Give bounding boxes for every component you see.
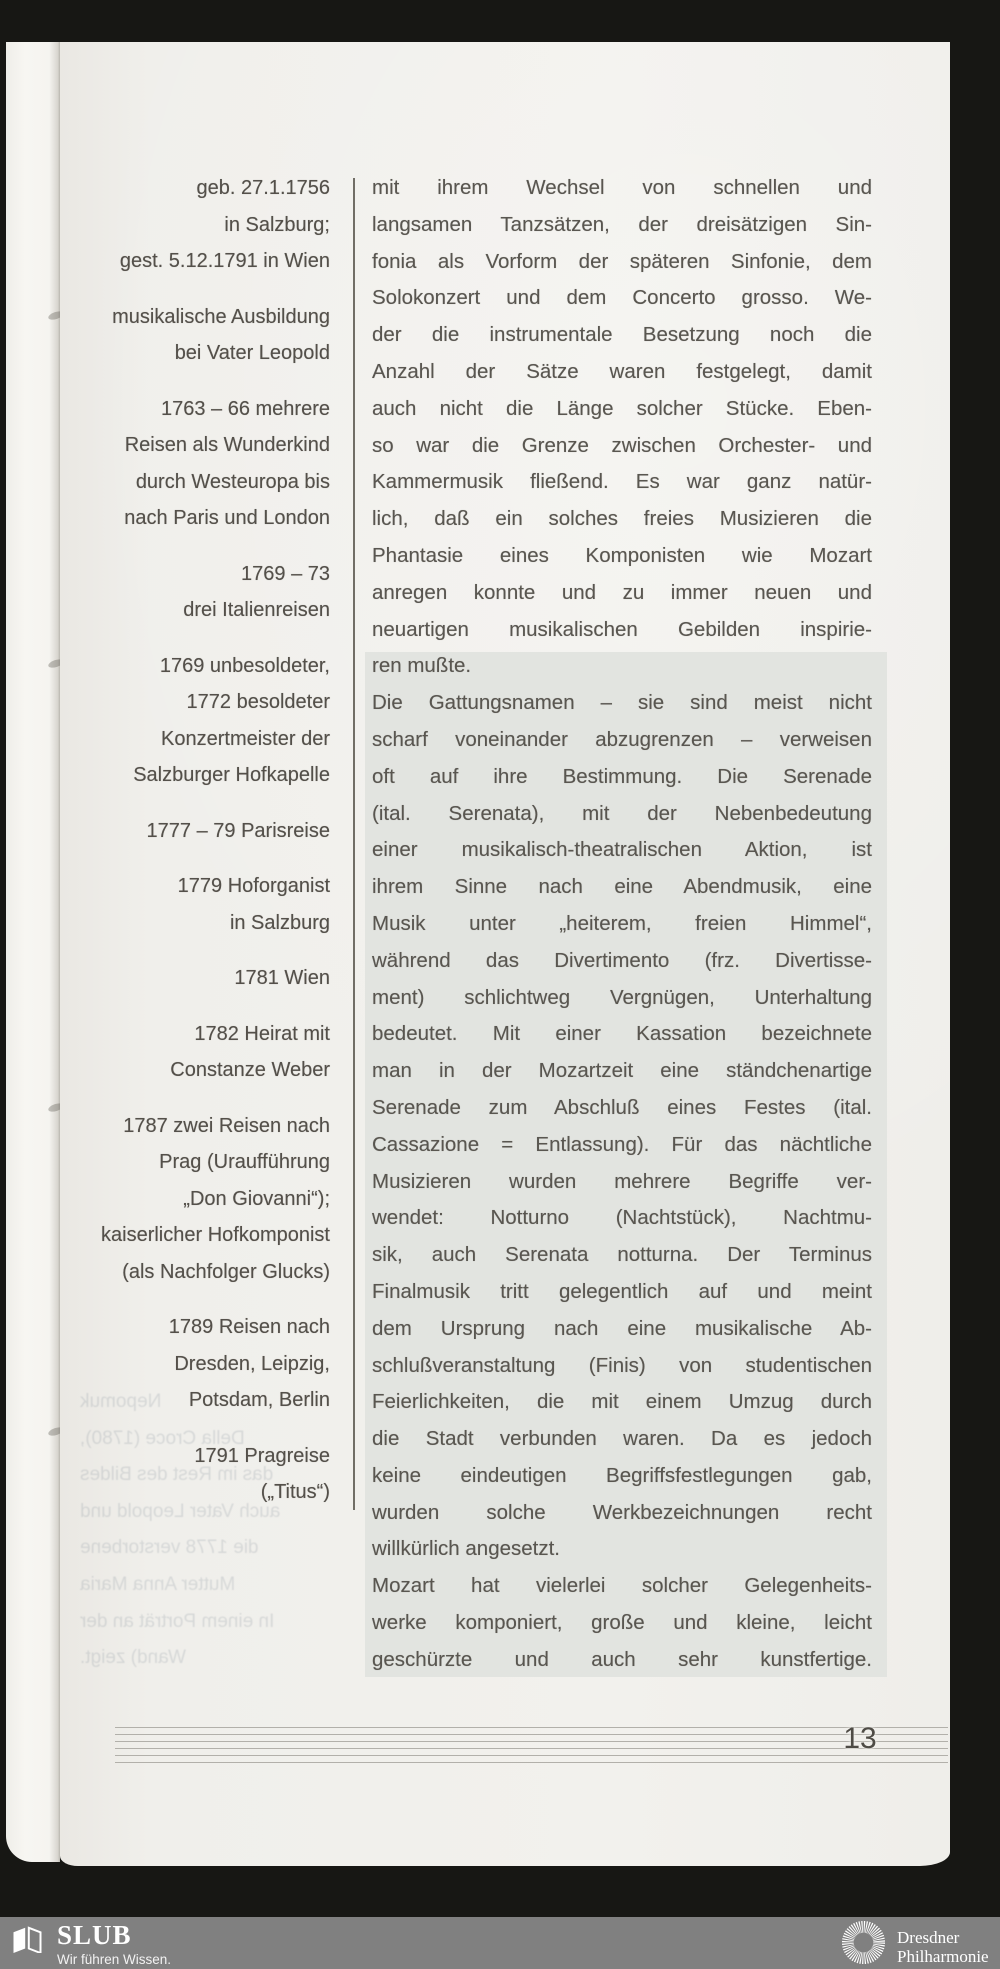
sidebar-line: 1791 Pragreise — [194, 1444, 330, 1467]
sidebar-group — [70, 556, 330, 629]
sidebar-line: 1763 – 66 mehrere — [160, 397, 330, 420]
main-text-line: Feierlichkeiten, die mit einem Umzug durch — [372, 1390, 872, 1414]
sidebar-group — [70, 1108, 330, 1291]
bleed-through-ghost-text — [80, 1384, 342, 1677]
sidebar-line: durch Westeuropa bis — [135, 470, 330, 493]
main-text-line: der die instrumentale Besetzung noch die — [372, 323, 872, 347]
column-divider-rule — [353, 178, 355, 1510]
page-number: 13 — [843, 1722, 877, 1755]
sidebar-group — [70, 1016, 330, 1089]
main-text-line: scharf voneinander abzugrenzen – verweisen — [372, 727, 872, 751]
main-text-line: anregen konnte und zu immer neuen und — [372, 580, 872, 604]
sidebar-line: 1769 – 73 — [241, 562, 330, 585]
dresdner-philharmonie-logo[interactable] — [840, 1919, 989, 1966]
ghost-line: das im Rest des Bildes — [80, 1464, 274, 1486]
main-text-line: die Stadt verbunden waren. Da es jedoch — [372, 1427, 872, 1451]
sidebar-line: 1772 besoldeter — [186, 691, 330, 713]
staff-lines — [115, 1727, 948, 1769]
sidebar-group — [70, 391, 330, 537]
main-text-line: werke komponiert, große und kleine, leicht — [372, 1611, 872, 1635]
main-text-line: geschürzte und auch sehr kunstfertige. — [372, 1647, 872, 1671]
staff-line — [115, 1741, 948, 1742]
library-footer-bar — [0, 1917, 1000, 1969]
ghost-line: In einem Porträt an der — [80, 1610, 275, 1632]
main-text-line: bedeutet. Mit einer Kassation bezeichnete — [372, 1022, 872, 1046]
main-text-line: wurden solche Werkbezeichnungen recht — [372, 1500, 872, 1524]
sidebar-line: bei Vater Leopold — [174, 342, 330, 364]
main-text-line: ihrem Sinne nach eine Abendmusik, eine — [372, 875, 872, 899]
sidebar-line: gest. 5.12.1791 in Wien — [119, 250, 330, 272]
staff-line — [115, 1727, 948, 1728]
sidebar-group — [70, 170, 330, 280]
ghost-line: Della Croce (1780), — [80, 1427, 245, 1449]
main-text-line: Musizieren wurden mehrere Begriffe ver- — [372, 1169, 872, 1193]
main-text-line: neuartigen musikalischen Gebilden inspirie- — [372, 617, 872, 641]
ghost-line: Wand) zeigt. — [80, 1647, 186, 1669]
main-text-line: während das Divertimento (frz. Divertisse- — [372, 948, 872, 972]
sidebar-line: Salzburger Hofkapelle — [133, 764, 330, 786]
main-text-line: lich, daß ein solches freies Musizieren die — [372, 507, 872, 531]
staff-line — [115, 1734, 948, 1735]
sidebar-line: Potsdam, Berlin — [188, 1389, 330, 1411]
sidebar-line: „Don Giovanni“); — [183, 1187, 330, 1210]
main-text-line: ment) schlichtweg Vergnügen, Unterhaltung — [372, 985, 872, 1009]
sidebar-line: Constanze Weber — [170, 1059, 330, 1081]
sidebar-line: („Titus“) — [260, 1481, 330, 1503]
slub-open-book-icon — [12, 1926, 42, 1953]
sidebar-line: kaiserlicher Hofkomponist — [101, 1224, 330, 1246]
main-text-line: Kammermusik fließend. Es war ganz natür- — [372, 470, 872, 494]
staff-line — [115, 1762, 948, 1763]
sidebar-line: 1789 Reisen nach — [168, 1316, 330, 1338]
main-text-line: Die Gattungsnamen – sie sind meist nicht — [372, 691, 872, 715]
ghost-line: die 1778 verstorbene — [80, 1537, 259, 1559]
main-text-line: Solokonzert und dem Concerto grosso. We- — [372, 286, 872, 310]
sidebar-group — [70, 960, 330, 997]
slub-tagline: Wir führen Wissen. — [57, 1952, 172, 1967]
main-text-line: Mozart hat vielerlei solcher Gelegenheits- — [372, 1574, 872, 1598]
main-text-line: fonia als Vorform der späteren Sinfonie, dem — [372, 249, 872, 273]
sidebar-line: 1779 Hoforganist — [177, 875, 330, 897]
philharmonie-name-line1: Dresdner — [897, 1928, 960, 1947]
ghost-line: auch Vater Leopold und — [80, 1500, 281, 1522]
slub-logo[interactable] — [12, 1922, 171, 1967]
main-text-column — [372, 170, 872, 1679]
main-text-line: dem Ursprung nach eine musikalische Ab- — [372, 1316, 872, 1340]
sidebar-line: 1782 Heirat mit — [194, 1022, 330, 1045]
sidebar-line: 1781 Wien — [234, 967, 330, 989]
sidebar-line: Konzertmeister der — [161, 727, 330, 750]
sidebar-line: in Salzburg — [229, 911, 330, 934]
sidebar-group — [70, 648, 330, 794]
sidebar-line: 1769 unbesoldeter, — [159, 654, 330, 677]
sidebar-line: geb. 27.1.1756 — [196, 177, 330, 199]
sidebar-group — [70, 813, 330, 850]
staff-line — [115, 1748, 948, 1749]
main-text-line: man in der Mozartzeit eine ständchenartige — [372, 1059, 872, 1083]
sidebar-line: 1787 zwei Reisen nach — [123, 1114, 330, 1137]
philharmonie-starburst-icon — [840, 1919, 887, 1966]
main-text-line: wendet: Notturno (Nachtstück), Nachtmu- — [372, 1206, 872, 1230]
main-text-line: auch nicht die Länge solcher Stücke. Eben- — [372, 396, 872, 420]
sidebar-line: in Salzburg; — [224, 213, 330, 236]
sidebar-line: (als Nachfolger Glucks) — [122, 1260, 330, 1283]
main-text-line: Serenade zum Abschluß eines Festes (ital. — [372, 1095, 872, 1119]
sidebar-group — [70, 299, 330, 372]
main-text-line: willkürlich angesetzt. — [372, 1537, 560, 1561]
main-text-line: mit ihrem Wechsel von schnellen und — [372, 176, 872, 199]
sidebar-line: nach Paris und London — [124, 507, 330, 529]
main-text-line: so war die Grenze zwischen Orchester- und — [372, 433, 872, 457]
main-text-line: ren mußte. — [372, 654, 472, 678]
main-text-line: einer musikalisch-theatralischen Aktion, ist — [372, 838, 872, 862]
ghost-line: Mutter Anna Maria — [80, 1573, 236, 1595]
sidebar-group — [70, 868, 330, 941]
slub-text-block — [57, 1922, 171, 1967]
main-text-line: keine eindeutigen Begriffsfestlegungen gab, — [372, 1463, 872, 1487]
main-text-line: oft auf ihre Bestimmung. Die Serenade — [372, 764, 872, 788]
sidebar-biography-column — [70, 170, 330, 1530]
main-text-line: sik, auch Serenata notturna. Der Terminus — [372, 1243, 872, 1267]
scanned-page — [60, 42, 950, 1866]
sidebar-line: Reisen als Wunderkind — [124, 434, 330, 456]
philharmonie-text-block — [897, 1929, 989, 1966]
main-text-line: (ital. Serenata), mit der Nebenbedeutung — [372, 801, 872, 825]
main-text-line: Finalmusik tritt gelegentlich auf und meint — [372, 1279, 872, 1303]
main-text-line: Anzahl der Sätze waren festgelegt, damit — [372, 359, 872, 383]
slub-wordmark: SLUB — [57, 1920, 132, 1950]
main-text-line: Cassazione = Entlassung). Für das nächtliche — [372, 1132, 872, 1156]
ghost-line: Nepomuk — [80, 1391, 162, 1412]
sidebar-line: Dresden, Leipzig, — [174, 1352, 330, 1375]
main-text-line: schlußveranstaltung (Finis) von studentischen — [372, 1353, 872, 1377]
sidebar-line: musikalische Ausbildung — [112, 305, 330, 328]
main-text-line: Phantasie eines Komponisten wie Mozart — [372, 543, 872, 567]
book-page-edge-stack — [6, 42, 60, 1862]
sidebar-line: 1777 – 79 Parisreise — [146, 819, 330, 842]
main-text-line: langsamen Tanzsätzen, der dreisätzigen Sin- — [372, 212, 872, 236]
philharmonie-name-line2: Philharmonie — [897, 1946, 989, 1966]
staff-line — [115, 1755, 948, 1756]
sidebar-line: Prag (Uraufführung — [159, 1151, 330, 1173]
main-text-line: Musik unter „heiterem, freien Himmel“, — [372, 911, 872, 935]
sidebar-line: drei Italienreisen — [183, 599, 330, 621]
